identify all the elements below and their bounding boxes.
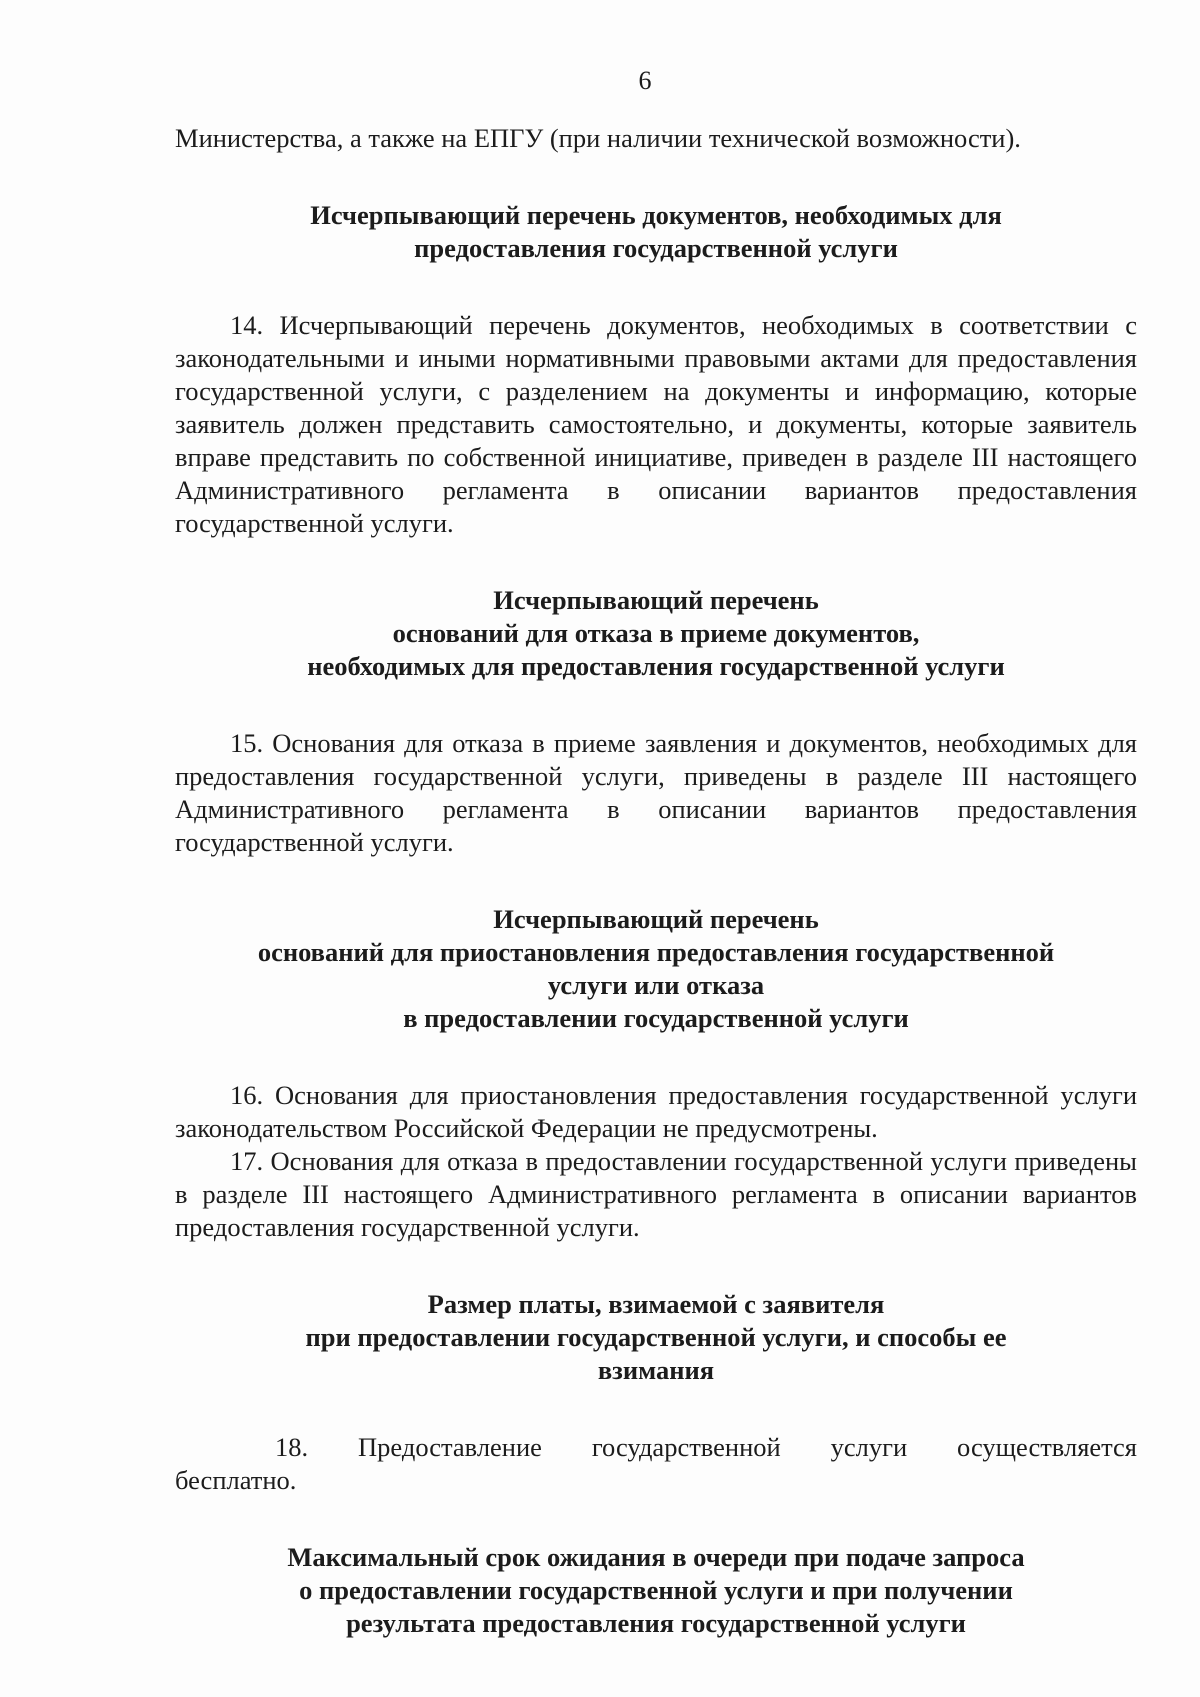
paragraph-17: 17. Основания для отказа в предоставлении государственной услуги приведены в разделе III настоящего Административного регламента в описании вариантов предоставления государственной услуги. <box>175 1146 1137 1242</box>
continuation-text: Министерства, а также на ЕПГУ (при наличии технической возможности). <box>175 123 1021 153</box>
paragraph-18: 18. Предоставление государственной услуги осуществляется <box>275 1432 1137 1462</box>
heading-line: взимания <box>597 1355 715 1385</box>
heading-line: оснований для приостановления предоставления государственной <box>257 937 1055 967</box>
section-heading-fee <box>175 1288 1137 1387</box>
heading-line: результата предоставления государственной услуги <box>346 1608 966 1638</box>
heading-line: Исчерпывающий перечень документов, необходимых для <box>310 200 1002 230</box>
heading-line: Исчерпывающий перечень <box>493 585 819 615</box>
section-heading-suspension <box>175 903 1137 1035</box>
heading-line: оснований для отказа в приеме документов, <box>392 618 920 648</box>
paragraph-16: 16. Основания для приостановления предоставления государственной услуги законодательством Российской Федерации не предусмотрены. <box>175 1080 1137 1143</box>
heading-line: необходимых для предоставления государственной услуги <box>307 651 1005 681</box>
page-content <box>175 122 1137 1640</box>
section-heading-refusal-reception <box>175 584 1137 683</box>
heading-line: Максимальный срок ожидания в очереди при подаче запроса <box>287 1542 1025 1572</box>
heading-line: услуги или отказа <box>547 970 765 1000</box>
page-number: 6 <box>638 66 652 95</box>
section-heading-documents <box>175 199 1137 265</box>
paragraph-14: 14. Исчерпывающий перечень документов, необходимых в соответствии с законодательными и иными нормативными правовыми актами для предоставления государственной услуги, с разделением на документы и информацию, которые заявитель должен представить самостоятельно, и документы, которые заявитель вправе представить по собственной инициативе, приведен в разделе III настоящего Административного регламента в описании вариантов предоставления государственной услуги. <box>175 310 1137 538</box>
heading-line: при предоставлении государственной услуги, и способы ее <box>305 1322 1007 1352</box>
heading-line: в предоставлении государственной услуги <box>403 1003 909 1033</box>
heading-line: Размер платы, взимаемой с заявителя <box>427 1289 885 1319</box>
heading-line: предоставления государственной услуги <box>414 233 898 263</box>
paragraph-18-continuation: бесплатно. <box>175 1465 297 1495</box>
heading-line: Исчерпывающий перечень <box>493 904 819 934</box>
paragraph-15: 15. Основания для отказа в приеме заявления и документов, необходимых для предоставления государственной услуги, приведены в разделе III настоящего Административного регламента в описании вариантов предоставления государственной услуги. <box>175 728 1137 857</box>
heading-line: о предоставлении государственной услуги и при получении <box>299 1575 1013 1605</box>
section-heading-queue-time <box>175 1541 1137 1640</box>
